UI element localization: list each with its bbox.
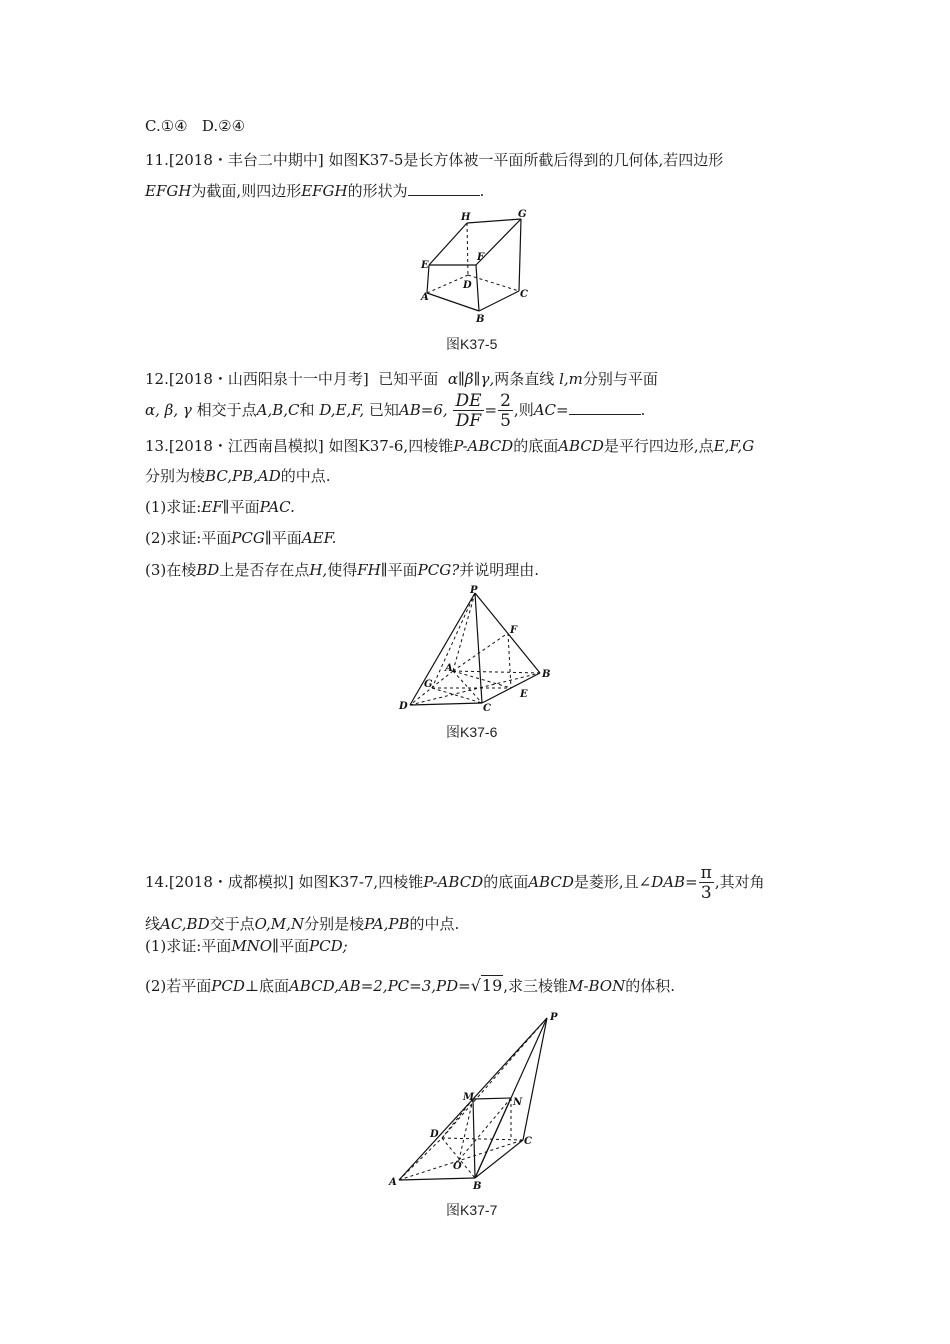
- q14-text2d: 的中点.: [409, 915, 460, 933]
- q13-source: [2018・江西南昌模拟]: [168, 437, 324, 455]
- q13-sub3b: BD: [196, 561, 220, 579]
- label-g: G: [518, 209, 527, 220]
- q13-sub2b: PCG∥: [231, 529, 272, 547]
- q13-pts: E,F,G: [713, 437, 755, 455]
- label-b: B: [542, 669, 551, 680]
- q13-sub1a: (1)求证:: [145, 498, 202, 516]
- q11-line1: [145, 150, 723, 170]
- edge-pc: [475, 593, 482, 703]
- q11-answer-blank: [408, 181, 480, 196]
- figure-k37-5: [410, 205, 540, 325]
- q14-sqrt: √19: [470, 976, 503, 995]
- q14-sqrt-val: 19: [481, 976, 503, 995]
- edge-af-hidden: [453, 633, 508, 671]
- q13-text1c: 是平行四边形,点: [603, 437, 714, 455]
- q13-sub1c: 平面: [229, 498, 260, 516]
- edge-ab-hidden: [453, 671, 540, 673]
- q14-line1: [145, 860, 765, 904]
- q12-text1c: 分别与平面: [582, 370, 658, 388]
- q12-frac2-den: 5: [500, 410, 511, 431]
- edge-dc-hidden: [468, 275, 519, 291]
- edge-pa-hidden: [453, 593, 475, 671]
- q12-text1b: 两条直线: [494, 370, 555, 388]
- q12-planes2: α, β, γ: [145, 401, 192, 419]
- edge-he: [429, 223, 467, 265]
- q11-text1: 如图K37-5是长方体被一平面所截后得到的几何体,若四边形: [328, 151, 724, 169]
- q13-edges: BC,PB,AD: [205, 467, 281, 485]
- label-m: M: [463, 1092, 475, 1103]
- q13-line1: [145, 436, 754, 456]
- q14-line2: [145, 914, 459, 934]
- edge-mn: [473, 1098, 511, 1099]
- choice-c: C.①④: [145, 117, 188, 135]
- label-b: B: [473, 1181, 482, 1192]
- q13-sub1: [145, 497, 295, 517]
- q13-sub2a: (2)求证:平面: [145, 529, 232, 547]
- q12-frac2-num: 2: [500, 390, 511, 411]
- label-d: D: [463, 280, 472, 291]
- q14-sub2e: ,求三棱锥: [503, 977, 569, 995]
- q12-pts2: D,E,F,: [319, 401, 365, 419]
- edge-dc-hidden: [442, 1138, 523, 1140]
- q11-line2: [145, 181, 484, 201]
- q13-base: ABCD: [558, 437, 604, 455]
- q14-source: [2018・成都模拟]: [168, 873, 294, 891]
- edge-mo-hidden: [459, 1099, 473, 1160]
- edge-ad-hidden: [427, 275, 468, 293]
- q12-frac1-num: DE: [455, 390, 482, 411]
- q13-number: 13.: [145, 437, 169, 455]
- label-a: A: [445, 663, 453, 674]
- edge-pd: [410, 593, 475, 705]
- q12-text2d: 已知: [368, 401, 399, 419]
- q11-end: .: [479, 182, 485, 200]
- q12-ac: AC=: [533, 401, 569, 419]
- q11-source: [2018・丰台二中期中]: [168, 151, 324, 169]
- label-a: A: [389, 1177, 397, 1188]
- q12-source: [2018・山西阳泉十一中月考]: [168, 370, 369, 388]
- q11-text2c: 的形状为: [347, 182, 408, 200]
- q14-base: ABCD: [528, 873, 574, 891]
- q13-sub2: [145, 528, 336, 548]
- q12-number: 12.: [145, 370, 169, 388]
- label-o: O: [453, 1161, 462, 1172]
- label-n: N: [513, 1097, 523, 1108]
- q14-fraction-pi-3: [699, 864, 714, 903]
- q14-pts: O,M,N: [254, 915, 305, 933]
- edge-hg: [467, 219, 521, 223]
- edge-pg-hidden: [432, 593, 475, 688]
- q11-var1: EFGH: [145, 182, 192, 200]
- q14-sub2g: 的体积.: [625, 977, 675, 995]
- edge-nb: [475, 1098, 511, 1178]
- edge-gc: [519, 219, 521, 291]
- q14-sub2f: M-BON: [568, 977, 626, 995]
- figure-k37-7: [385, 1010, 565, 1190]
- q14-sub2: [145, 976, 675, 996]
- q14-number: 14.: [145, 873, 169, 891]
- q12-text2b: 相交于点: [196, 401, 257, 419]
- edge-no-hidden: [459, 1098, 511, 1160]
- edge-gc-hidden: [432, 688, 482, 703]
- caption-k37-6: 图K37-6: [446, 724, 498, 740]
- q13-sub3i: 并说明理由.: [459, 561, 540, 579]
- label-f: F: [477, 252, 485, 263]
- label-c: C: [483, 703, 491, 714]
- label-h: H: [461, 212, 471, 223]
- q13-sub1d: PAC.: [259, 498, 295, 516]
- label-p: P: [470, 585, 478, 596]
- q13-sub1b: EF∥: [201, 498, 230, 516]
- edge-pc: [523, 1018, 547, 1140]
- edge-bc: [475, 1140, 523, 1178]
- q14-text2b: 交于点: [209, 915, 255, 933]
- q12-planes: α∥β∥γ,: [447, 370, 495, 388]
- choice-d: D.②④: [201, 117, 246, 135]
- q14-sub1c: 平面: [279, 937, 310, 955]
- edge-dc: [410, 703, 482, 705]
- q13-text1b: 的底面: [513, 437, 559, 455]
- q14-angle: DAB=: [651, 873, 698, 891]
- q14-sub2c: ⊥底面: [244, 977, 289, 995]
- edge-ae-hidden: [453, 671, 511, 688]
- q12-ab: AB=6,: [398, 401, 448, 419]
- q14-sub2d: ABCD,AB=2,PC=3,PD=: [288, 977, 471, 995]
- q14-sub1: [145, 936, 348, 956]
- q12-eq: =: [484, 401, 498, 419]
- q13-sub3h: PCG?: [417, 561, 460, 579]
- q14-pyr: P-ABCD: [423, 873, 484, 891]
- edge-bc: [479, 291, 519, 311]
- q12-pts1: A,B,C: [256, 401, 300, 419]
- q12-line2: [145, 388, 645, 432]
- q14-text1c: 是菱形,且∠: [573, 873, 652, 891]
- label-c: C: [520, 289, 528, 300]
- q13-sub3f: FH∥: [357, 561, 388, 579]
- q14-sub1b: MNO∥: [231, 937, 280, 955]
- q14-text1a: 如图K37-7,四棱锥: [298, 873, 424, 891]
- q12-fraction-2-5: [498, 392, 513, 431]
- edge-ab: [427, 293, 479, 311]
- q14-text2c: 分别是棱: [304, 915, 365, 933]
- q13-sub3d: H,: [309, 561, 328, 579]
- q12-line1: [145, 369, 658, 389]
- q11-var2: EFGH: [301, 182, 348, 200]
- q14-text1b: 的底面: [483, 873, 529, 891]
- label-e: E: [520, 689, 528, 700]
- q13-sub3: [145, 560, 539, 580]
- q12-answer-blank: [569, 400, 641, 415]
- q13-pyr: P-ABCD: [453, 437, 514, 455]
- label-b: B: [476, 314, 485, 325]
- edge-fb: [476, 265, 479, 311]
- figure-k37-6: [395, 585, 560, 715]
- q13-sub3c: 上是否存在点: [219, 561, 310, 579]
- q13-sub2c: 平面: [271, 529, 302, 547]
- q14-frac-den: 3: [700, 882, 712, 903]
- caption-k37-5: 图K37-5: [446, 336, 498, 352]
- q13-sub3g: 平面: [387, 561, 418, 579]
- edge-db-hidden: [442, 1138, 475, 1178]
- q12-lines: l,m: [559, 370, 583, 388]
- label-g: G: [424, 679, 433, 690]
- q14-text2a: 线: [145, 915, 161, 933]
- q14-sub2a: (2)若平面: [145, 977, 212, 995]
- q13-text2a: 分别为棱: [145, 467, 206, 485]
- q13-sub2d: AEF.: [301, 529, 337, 547]
- caption-k37-7: 图K37-7: [446, 1202, 498, 1218]
- label-e: E: [421, 260, 429, 271]
- q12-fraction-de-df: [453, 392, 483, 431]
- label-d: D: [399, 701, 408, 712]
- q11-number: 11.: [145, 151, 169, 169]
- edge-ab: [399, 1178, 475, 1180]
- q14-frac-num: π: [700, 862, 712, 883]
- q12-text2c: 和: [299, 401, 315, 419]
- q13-text2b: 的中点.: [280, 467, 331, 485]
- q14-diag: AC,BD: [160, 915, 210, 933]
- q12-frac1-den: DF: [455, 410, 482, 431]
- q11-text2a: 为截面,则四边形: [191, 182, 302, 200]
- q14-edges: PA,PB: [364, 915, 410, 933]
- q13-text1a: 如图K37-6,四棱锥: [328, 437, 454, 455]
- label-d: D: [430, 1129, 439, 1140]
- q12-text2e: ,则: [513, 401, 534, 419]
- label-p: P: [550, 1012, 558, 1023]
- q13-line2: [145, 466, 331, 486]
- label-c: C: [524, 1136, 532, 1147]
- edge-hd-hidden: [467, 223, 468, 275]
- q14-text1d: ,其对角: [714, 873, 765, 891]
- previous-choices: [145, 116, 245, 136]
- q14-sub2b: PCD: [211, 977, 245, 995]
- q13-sub3a: (3)在棱: [145, 561, 197, 579]
- q14-sub1d: PCD;: [309, 937, 348, 955]
- q13-sub3e: 使得: [327, 561, 358, 579]
- q14-sub1a: (1)求证:平面: [145, 937, 232, 955]
- q12-text1: 已知平面: [378, 370, 439, 388]
- label-a: A: [421, 292, 429, 303]
- label-f: F: [510, 625, 518, 636]
- q12-end: .: [640, 401, 646, 419]
